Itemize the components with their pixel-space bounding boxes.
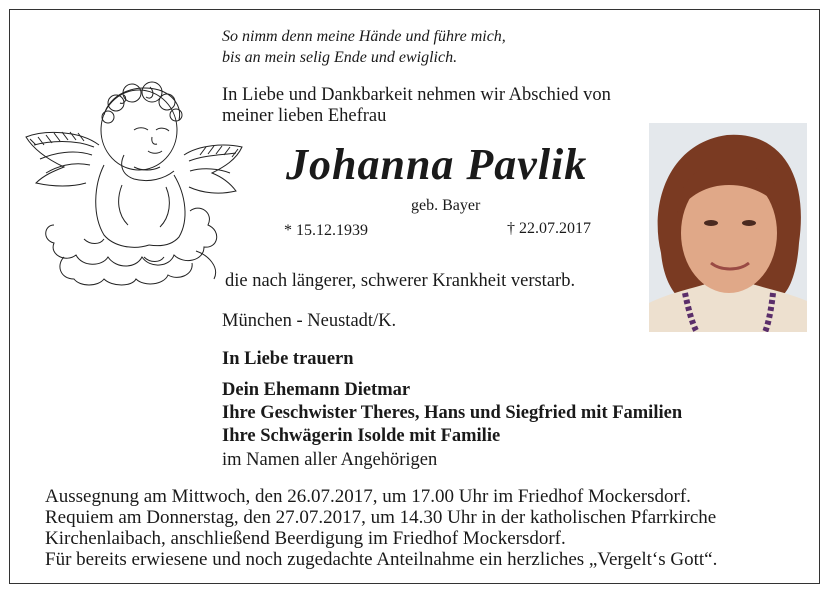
verse-line-2: bis an mein selig Ende und ewiglich. (222, 49, 458, 66)
cause-text: die nach längerer, schwerer Krankheit verstarb. (225, 271, 576, 291)
service-line-4: Für bereits erwiesene und noch zugedachte Anteilnahme ein herzliches „Vergelt‘s Gott“. (45, 549, 718, 570)
service-line-2: Requiem am Donnerstag, den 27.07.2017, um 14.30 Uhr in der katholischen Pfarrkirche (45, 507, 717, 528)
mourner-line-3: Ihre Schwägerin Isolde mit Familie (222, 426, 501, 446)
intro-line-1: In Liebe und Dankbarkeit nehmen wir Abschied von (222, 85, 611, 105)
service-line-3: Kirchenlaibach, anschließend Beerdigung im Friedhof Mockersdorf. (45, 528, 566, 549)
intro-line-2: meiner lieben Ehefrau (222, 106, 387, 126)
mourners-heading: In Liebe trauern (222, 349, 354, 369)
service-line-1: Aussegnung am Mittwoch, den 26.07.2017, um 17.00 Uhr im Friedhof Mockersdorf. (45, 486, 691, 507)
location-text: München - Neustadt/K. (222, 311, 397, 331)
mourner-line-1: Dein Ehemann Dietmar (222, 380, 411, 400)
death-date: † 22.07.2017 (507, 220, 591, 237)
verse-line-1: So nimm denn meine Hände und führe mich, (222, 28, 506, 45)
portrait-icon (649, 123, 807, 332)
cherub-illustration-icon (24, 75, 246, 287)
portrait-photo (649, 123, 807, 332)
deceased-name: Johanna Pavlik (286, 140, 588, 189)
maiden-name: geb. Bayer (411, 197, 481, 214)
mourners-closing: im Namen aller Angehörigen (222, 450, 438, 470)
mourner-line-2: Ihre Geschwister Theres, Hans und Siegfried mit Familien (222, 403, 683, 423)
birth-date: * 15.12.1939 (284, 222, 368, 239)
